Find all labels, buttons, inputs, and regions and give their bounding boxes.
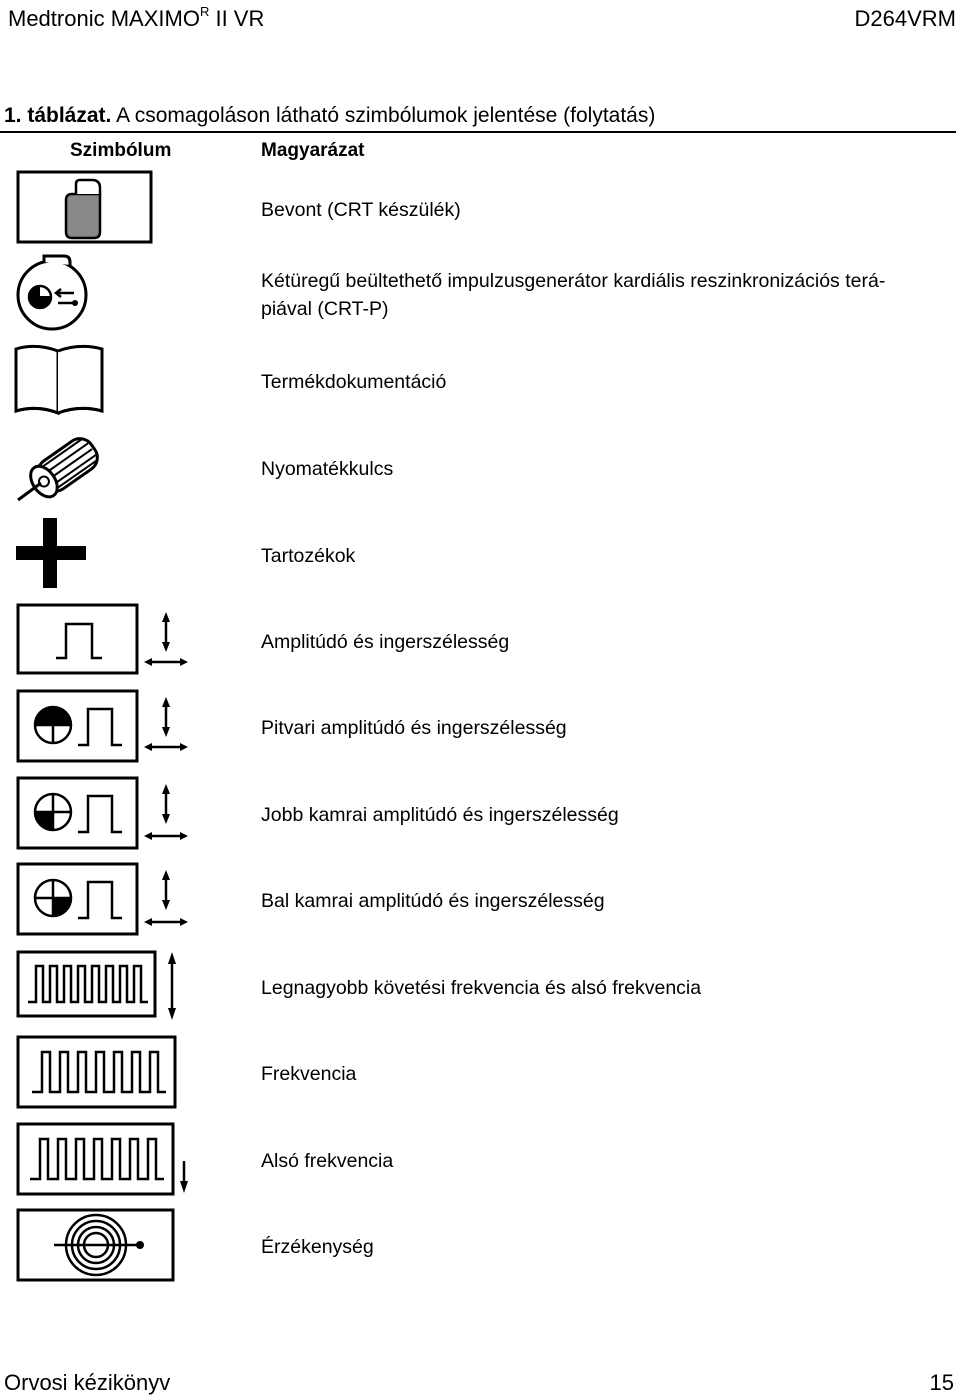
- table-number: 1. táblázat.: [4, 104, 112, 127]
- pulse-amplitude-width-icon: [10, 602, 190, 680]
- row-text-upper-lower-rate: Legnagyobb követési frekvencia és alsó frekvencia: [261, 977, 702, 999]
- footer-manual-title: Orvosi kézikönyv: [4, 1370, 171, 1395]
- crt-p-generator-icon: [10, 253, 95, 333]
- row-text-line-1: Kétüregű beültethető impulzusgenerátor kardiális reszinkronizációs terá-: [261, 270, 886, 292]
- upper-lower-rate-icon: [10, 948, 190, 1026]
- row-text-line-2: piával (CRT-P): [261, 298, 389, 320]
- torque-wrench-icon: [10, 428, 110, 506]
- row-text-atrial-amplitude: Pitvari amplitúdó és ingerszélesség: [261, 717, 567, 739]
- running-header-title: [8, 6, 264, 32]
- row-text-crt-device-content: Bevont (CRT készülék): [261, 199, 461, 221]
- row-text-rate: Frekvencia: [261, 1063, 357, 1085]
- crt-device-content-icon: [10, 170, 155, 245]
- right-ventricle-amplitude-icon: [10, 776, 190, 854]
- lower-rate-icon: [10, 1121, 195, 1199]
- table-rule: [0, 131, 956, 133]
- row-text-documentation: Termékdokumentáció: [261, 371, 447, 393]
- page-number: 15: [929, 1370, 954, 1395]
- row-text-accessories: Tartozékok: [261, 545, 356, 567]
- row-text-torque-wrench: Nyomatékkulcs: [261, 458, 394, 480]
- product-name: Medtronic MAXIMO: [8, 6, 200, 31]
- row-text-sensitivity: Érzékenység: [261, 1236, 374, 1258]
- open-book-icon: [10, 343, 110, 419]
- product-suffix: II VR: [215, 6, 265, 31]
- rate-icon: [10, 1034, 190, 1112]
- document-code: D264VRM: [854, 6, 956, 31]
- column-header-explanation: Magyarázat: [261, 140, 365, 161]
- row-text-amplitude-width: Amplitúdó és ingerszélesség: [261, 631, 510, 653]
- row-text-crt-p-generator: [261, 267, 951, 323]
- row-text-right-ventricle-amplitude: Jobb kamrai amplitúdó és ingerszélesség: [261, 804, 619, 826]
- plus-icon: [10, 516, 90, 590]
- left-ventricle-amplitude-icon: [10, 862, 190, 940]
- table-caption: A csomagoláson látható szimbólumok jelentése (folytatás): [116, 104, 656, 127]
- column-header-symbol: Szimbólum: [70, 140, 172, 161]
- row-text-lower-rate: Alsó frekvencia: [261, 1150, 394, 1172]
- row-text-left-ventricle-amplitude: Bal kamrai amplitúdó és ingerszélesség: [261, 890, 605, 912]
- sensitivity-icon: [10, 1207, 190, 1285]
- registered-mark: R: [199, 4, 210, 19]
- atrial-amplitude-icon: [10, 689, 190, 767]
- table-title: [4, 104, 655, 128]
